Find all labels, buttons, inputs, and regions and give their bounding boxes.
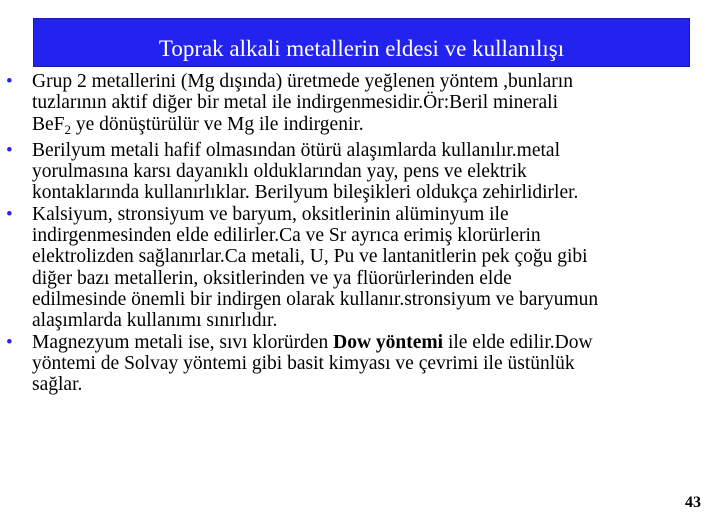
bullet-dot-icon: • — [6, 71, 13, 92]
title-bar — [33, 18, 690, 67]
bullet-line: yöntemi de Solvay yöntemi gibi basit kimyası ve çevrimi ile üstünlük — [32, 352, 575, 374]
bullet-line: indirgenmesinden elde edilirler.Ca ve Sr ayrıca erimiş klorürlerin — [32, 225, 541, 247]
bullet-line: edilmesinde önemli bir indirgen olarak kullanır.stronsiyum ve baryumun — [32, 288, 599, 310]
bullet-text: ile elde edilir.Dow — [443, 331, 593, 353]
page-number: 43 — [685, 494, 701, 511]
bullet-item-mg-dow — [6, 332, 706, 396]
bullet-line: diğer bazı metallerin, oksitlerinden ve ya flüorürlerinden elde — [32, 267, 512, 289]
bullet-line: Berilyum metali hafif olmasından ötürü alaşımlarda kullanılır.metal — [32, 139, 560, 161]
bullet-line: Grup 2 metallerini (Mg dışında) üretmede yeğlenen yöntem ,bunların — [32, 71, 573, 92]
bullet-item-be-production — [6, 71, 706, 140]
bullet-line: elektrolizden sağlanırlar.Ca metali, U, Pu ve lantanitlerin pek çoğu gibi — [32, 246, 588, 268]
bullet-item-ca-sr-ba — [6, 204, 706, 332]
bold-term: Dow yöntemi — [333, 331, 444, 353]
bullet-line — [32, 114, 706, 140]
bullet-list — [6, 71, 706, 395]
bullet-line: tuzlarının aktif diğer bir metal ile indirgenmesidir.Ör:Beril minerali — [32, 92, 558, 114]
bullet-text: ye dönüştürülür ve Mg ile indirgenir. — [71, 113, 364, 135]
bullet-line — [32, 332, 706, 353]
bullet-line: sağlar. — [32, 374, 83, 396]
bullet-text: Magnezyum metali ise, sıvı klorürden — [32, 331, 334, 353]
bullet-line: alaşımlarda kullanımı sınırlıdır. — [32, 310, 278, 332]
bullet-dot-icon: • — [6, 139, 13, 161]
bullet-line: kontaklarında kullanırlıklar. Berilyum bileşikleri oldukça zehirlidirler. — [32, 182, 579, 204]
formula-subscript: 2 — [64, 121, 72, 137]
bullet-dot-icon: • — [6, 331, 13, 353]
formula-text: BeF — [32, 113, 65, 135]
slide-title: Toprak alkali metallerin eldesi ve kullanılışı — [158, 36, 565, 61]
bullet-line: Kalsiyum, stronsiyum ve baryum, oksitlerinin alüminyum ile — [32, 203, 509, 225]
bullet-dot-icon: • — [6, 203, 13, 225]
bullet-line: yorulmasına karsı dayanıklı olduklarından yay, pens ve elektrik — [32, 161, 527, 183]
bullet-item-be-usage — [6, 140, 706, 204]
